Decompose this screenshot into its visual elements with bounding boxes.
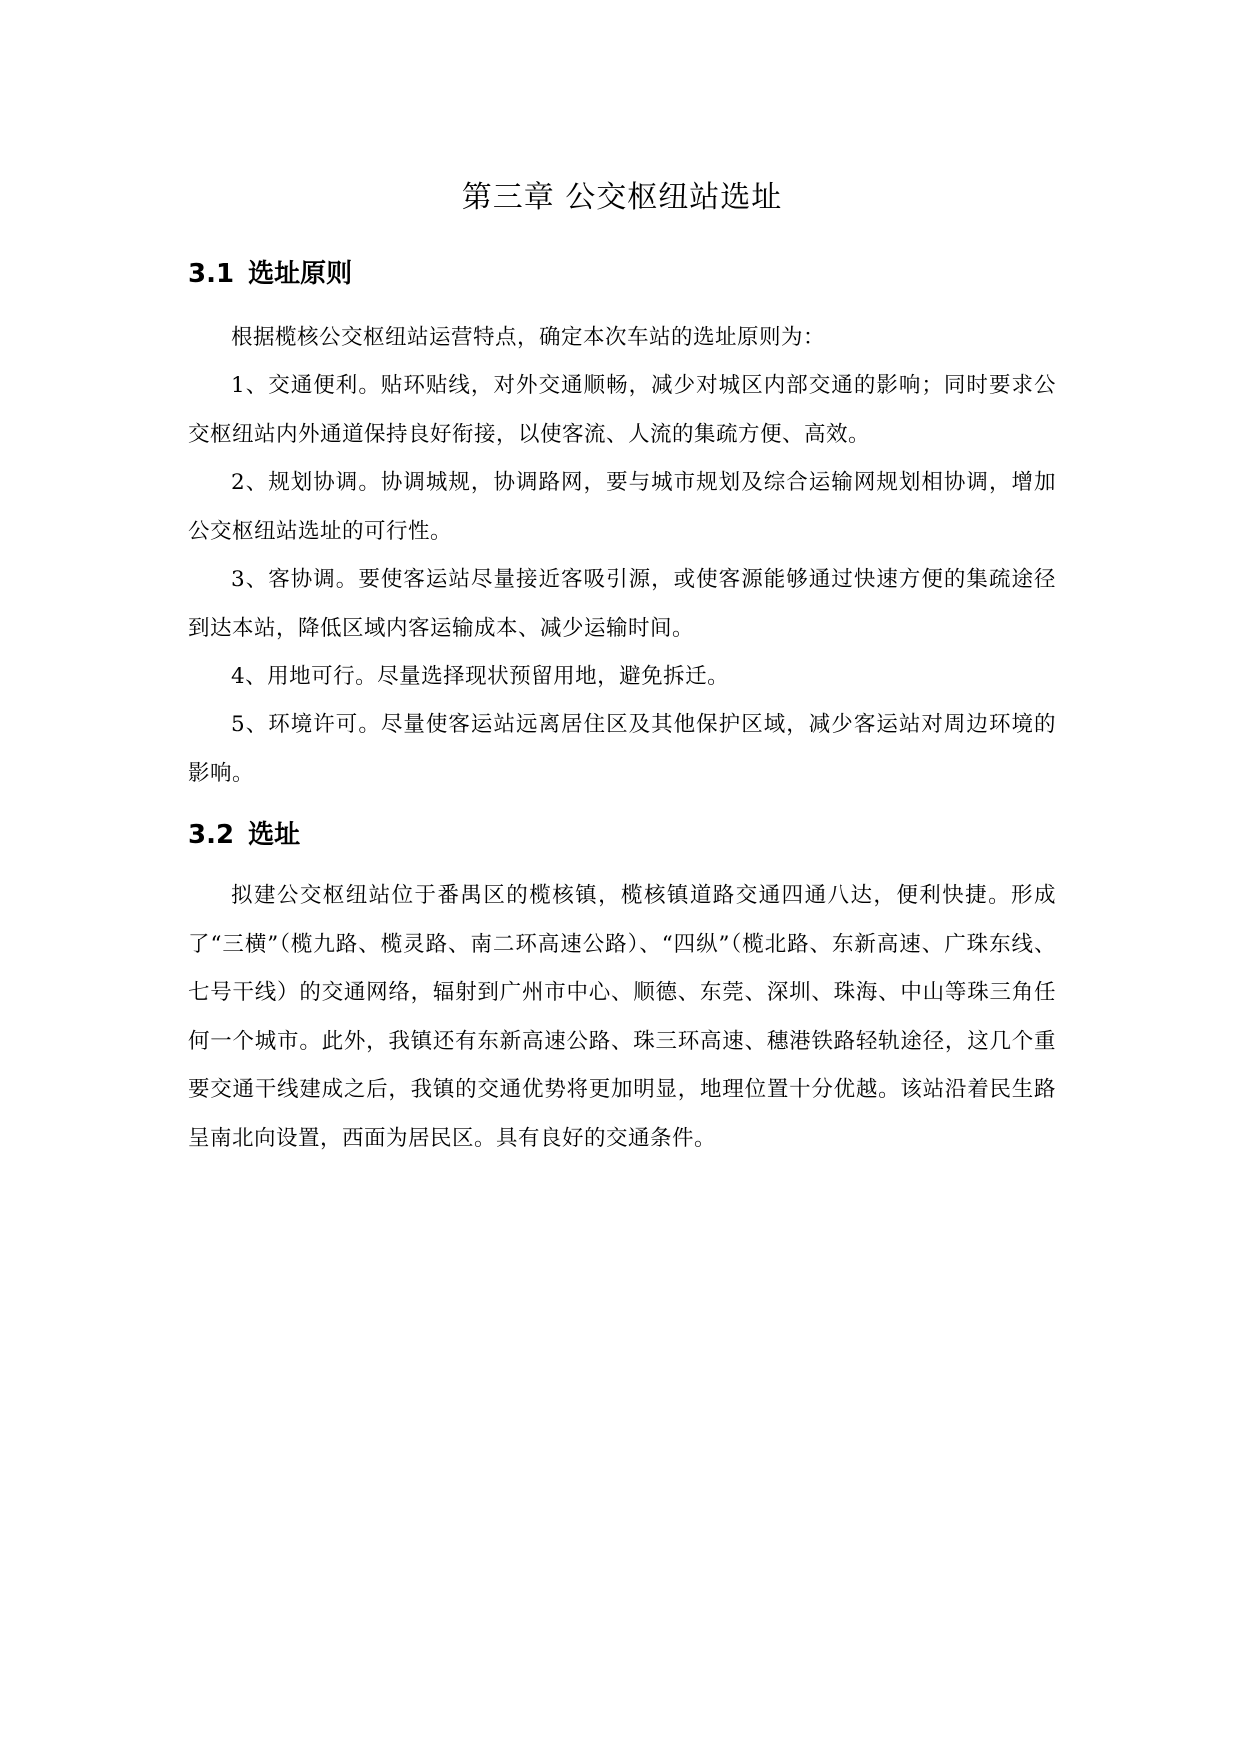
section-number: 3.2 xyxy=(188,820,235,850)
principle-paragraph-1: 1、交通便利。贴环贴线，对外交通顺畅，减少对城区内部交通的影响；同时要求公交枢纽站内外通道保持良好衔接，以使客流、人流的集疏方便、高效。 xyxy=(188,373,1056,447)
principle-paragraph-5: 5、环境许可。尽量使客运站远离居住区及其他保护区域，减少客运站对周边环境的影响。 xyxy=(188,712,1056,786)
section-title: 选址 xyxy=(248,820,301,850)
intro-paragraph: 根据榄核公交枢纽站运营特点，确定本次车站的选址原则为： xyxy=(231,325,826,350)
site-description-paragraph: 拟建公交枢纽站位于番禺区的榄核镇，榄核镇道路交通四通八达，便利快捷。形成了“三横”（榄九路、榄灵路、南二环高速公路）、“四纵”（榄北路、东新高速、广珠东线、七号干线）的交通网络，辐射到广州市中心、顺德、东莞、深圳、珠海、中山等珠三角任何一个城市。此外，我镇还有东新高速公路、珠三环高速、穗港铁路轻轨途径，这几个重要交通干线建成之后，我镇的交通优势将更加明显，地理位置十分优越。该站沿着民生路呈南北向设置，西面为居民区。具有良好的交通条件。 xyxy=(188,883,1056,1151)
section-number: 3.1 xyxy=(188,259,235,289)
section-title: 选址原则 xyxy=(248,259,353,289)
principle-paragraph-4: 4、用地可行。尽量选择现状预留用地，避免拆迁。 xyxy=(231,664,730,689)
principle-paragraph-2: 2、规划协调。协调城规，协调路网，要与城市规划及综合运输网规划相协调，增加公交枢纽站选址的可行性。 xyxy=(188,470,1056,544)
section-heading-3-1 xyxy=(188,256,352,292)
principle-paragraph-3: 3、客协调。要使客运站尽量接近客吸引源，或使客源能够通过快速方便的集疏途径到达本站，降低区域内客运输成本、减少运输时间。 xyxy=(188,567,1056,641)
section-heading-3-2 xyxy=(188,817,300,853)
chapter-title: 第三章 公交枢纽站选址 xyxy=(461,180,783,215)
